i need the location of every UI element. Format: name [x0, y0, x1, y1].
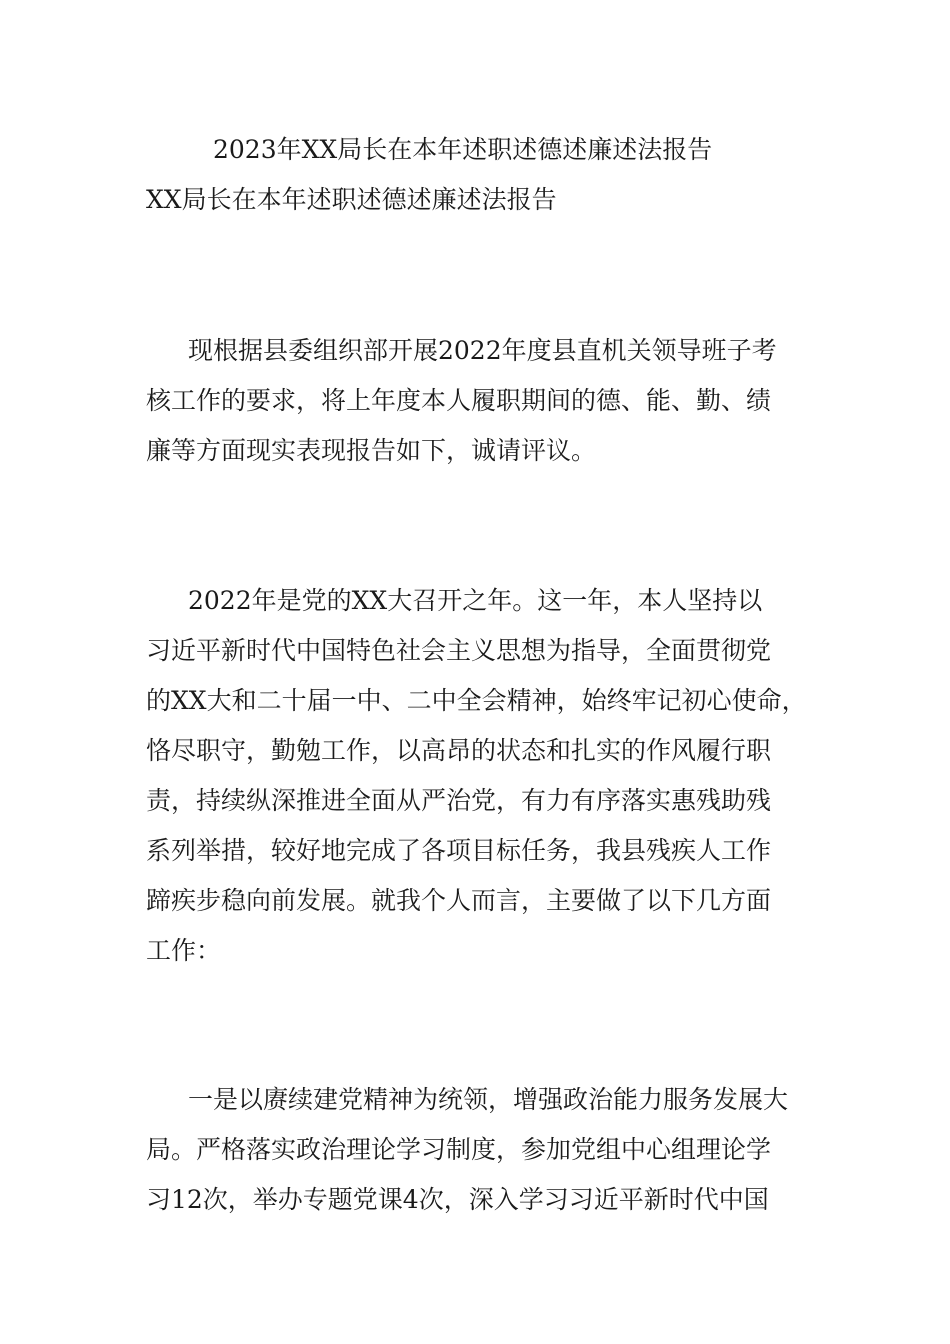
paragraph-line: 廉等方面现实表现报告如下，诚请评议。	[146, 436, 597, 465]
document-title: 2023年XX局长在本年述职述德述廉述法报告	[213, 135, 713, 164]
paragraph-line: 现根据县委组织部开展2022年度县直机关领导班子考	[188, 336, 777, 365]
paragraph-line: 局。严格落实政治理论学习制度，参加党组中心组理论学	[146, 1135, 772, 1164]
paragraph-point-one	[146, 1075, 826, 1225]
paragraph-line: 2022年是党的XX大召开之年。这一年，本人坚持以	[188, 586, 763, 615]
paragraph-line: 一是以赓续建党精神为统领，增强政治能力服务发展大	[188, 1085, 789, 1114]
paragraph-line: 习12次，举办专题党课4次，深入学习习近平新时代中国	[146, 1185, 769, 1214]
paragraph-intro	[146, 326, 826, 476]
paragraph-line: 核工作的要求，将上年度本人履职期间的德、能、勤、绩	[146, 386, 772, 415]
document-subtitle: XX局长在本年述职述德述廉述法报告	[146, 185, 557, 214]
paragraph-line: 系列举措，较好地完成了各项目标任务，我县残疾人工作	[146, 836, 772, 865]
paragraph-overview	[146, 576, 826, 976]
paragraph-line: 恪尽职守，勤勉工作，以高昂的状态和扎实的作风履行职	[146, 736, 772, 765]
paragraph-line: 工作：	[146, 936, 222, 965]
paragraph-line: 责，持续纵深推进全面从严治党，有力有序落实惠残助残	[146, 786, 772, 815]
paragraph-line: 蹄疾步稳向前发展。就我个人而言，主要做了以下几方面	[146, 886, 772, 915]
paragraph-line: 习近平新时代中国特色社会主义思想为指导，全面贯彻党	[146, 636, 772, 665]
paragraph-line: 的XX大和二十届一中、二中全会精神，始终牢记初心使命，	[146, 686, 807, 715]
